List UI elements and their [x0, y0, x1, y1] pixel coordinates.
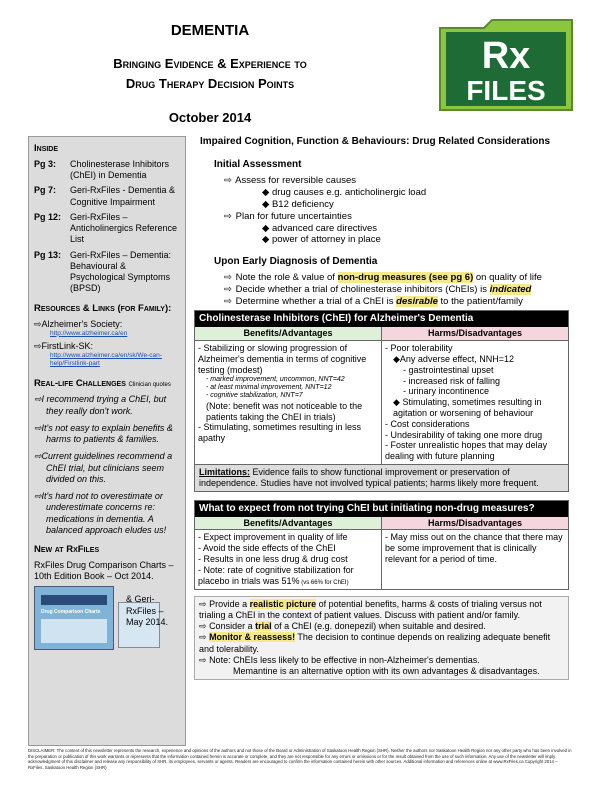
arrow-right-icon: ⇨ — [199, 598, 207, 609]
early-item: ⇨ Decide whether a trial of cholinesterase inhibitors (ChEIs) is indicated — [224, 283, 532, 295]
recommendation: ⇨ Provide a realistic picture of potential benefits, harms & costs of trialing versus not trialing a ChEI in the context of patient values. Discuss with patient and/or family. — [199, 598, 542, 620]
recommendation: ⇨ Consider a trial of a ChEI (e.g. donepezil) when suitable and desired. — [199, 621, 486, 632]
new-text: RxFiles Drug Comparison Charts – 10th Edition Book – Oct 2014. — [34, 559, 174, 582]
recommendation: ⇨ Note: ChEIs less likely to be effective in non-Alzheimer's dementias. — [199, 654, 480, 665]
arrow-right-icon: ⇨ — [34, 422, 42, 433]
chei-table — [194, 310, 569, 491]
inside-item[interactable]: Pg 3: Cholinesterase Inhibitors (ChEI) in Dementia — [34, 158, 170, 181]
plan-item: ⇨ Plan for future uncertainties — [224, 210, 352, 222]
bullet-icon: ◆ — [393, 353, 400, 364]
arrow-right-icon: ⇨ — [34, 451, 42, 462]
non-drug-table-title: What to expect from not trying ChEI but initiating non-drug measures? — [195, 501, 568, 517]
arrow-right-icon: ⇨ — [34, 394, 42, 405]
plan-bullet: ◆ power of attorney in place — [262, 234, 381, 246]
harms-header: Harms/Disadvantages — [382, 327, 568, 340]
arrow-right-icon: ⇨ — [34, 491, 42, 501]
book-title: Drug Comparison Charts — [41, 609, 101, 616]
initial-assessment-heading: Initial Assessment — [214, 158, 302, 170]
alzheimer-link[interactable]: http://www.alzheimer.ca/en — [50, 329, 128, 337]
chei-table-title: Cholinesterase Inhibitors (ChEI) for Alzheimer's Dementia — [195, 311, 568, 327]
plan-bullet: ◆ advanced care directives — [262, 222, 378, 234]
limitations-note: Limitations: Evidence fails to show functional improvement or preservation of independence. Studies have not involved typical patients; harms likely more frequent. — [195, 464, 568, 491]
early-diagnosis-heading: Upon Early Diagnosis of Dementia — [214, 256, 378, 268]
arrow-right-icon: ⇨ — [224, 295, 232, 307]
assess-bullet: ◆ drug causes e.g. anticholinergic load — [262, 186, 427, 198]
main-content — [194, 136, 569, 680]
subtitle-line-2: Drug Therapy Decision Points — [125, 76, 295, 91]
issue-date: October 2014 — [168, 110, 252, 125]
inside-item[interactable]: Pg 7: Geri-RxFiles - Dementia & Cognitive Impairment — [34, 185, 176, 207]
arrow-right-icon: ⇨ — [224, 175, 232, 186]
challenge-quote: ⇨Current guidelines recommend a ChEI trial, but clinicians seem divided on this. — [34, 451, 173, 484]
resource-alzheimer: ⇨Alzheimer's Society: — [34, 318, 123, 329]
arrow-right-icon: ⇨ — [224, 271, 232, 283]
arrow-right-icon: ⇨ — [34, 318, 42, 329]
recommendations-box — [194, 596, 569, 681]
bullet-icon: ◆ — [262, 186, 270, 198]
harms-header: Harms/Disadvantages — [382, 517, 568, 530]
arrow-right-icon: ⇨ — [199, 654, 207, 665]
disclaimer: DISCLAIMER: The content of this newsletter represents the research, experience and opinions of the authors and not those of the Board or Administration of Saskatoon Health Region (SHR). Neither the authors nor Saskatoon Health Region nor any other party who has been involved in the preparation or publication of this work warrants or represents that the information contained herein is accurate or complete, and they are not responsible for any errors or omissions or for the result obtained from the use of such information. Any use of the newsletter will imply acknowledgment of this disclaimer and release any responsibility of SHR, its employees, servants or agents. Readers are encouraged to confirm the information contained herein with other sources. Additional information and references online at www.RxFiles.ca Copyright 2014 – RxFiles, Saskatoon Health Region (SHR) — [28, 748, 572, 770]
challenge-quote: ⇨It's not easy to explain benefits & harms to patients & families. — [34, 422, 173, 444]
harms-cell: - Poor tolerability ◆Any adverse effect, NNH=12 - gastrointestinal upset - increased risk of falling - urinary incontinence ◆ Stimulating, sometimes resulting in agitation or worsening of behaviour - Cost considerations - Undesirability of taking one more drug - Foster unrealistic hopes that may delay dealing with future planning — [385, 343, 548, 462]
assess-item: ⇨ Assess for reversible causes — [224, 175, 357, 186]
subtitle-line-1: Bringing Evidence & Experience to — [113, 56, 307, 71]
new-heading: New at RxFiles — [34, 544, 100, 555]
harms-cell: - May miss out on the chance that there may be some improvement that is clinically relevant for a period of time. — [385, 532, 563, 564]
arrow-right-icon: ⇨ — [34, 340, 42, 351]
sidebar — [28, 136, 186, 746]
recommendation: Memantine is an alternative option with its own advantages & disadvantages. — [233, 666, 540, 677]
early-item: ⇨ Note the role & value of non-drug measures (see pg 6) on quality of life — [224, 271, 542, 283]
recommendation: ⇨ Monitor & reassess! The decision to continue depends on realizing adequate benefit and tolerability. — [199, 632, 551, 654]
logo-text-files: FILES — [466, 75, 546, 106]
benefits-cell: - Expect improvement in quality of life - Avoid the side effects of the ChEI - Results in one less drug & drug cost - Note: rate of cognitive stabilization for placebo in trials was 51% (vs 66% for ChEI) — [195, 530, 382, 588]
challenge-quote: ⇨I recommend trying a ChEI, but they really don't work. — [34, 394, 167, 416]
assess-bullet: ◆ B12 deficiency — [262, 198, 334, 210]
benefits-header: Benefits/Advantages — [195, 327, 382, 340]
early-item: ⇨ Determine whether a trial of a ChEI is desirable to the patient/family — [224, 295, 523, 307]
inside-item[interactable]: Pg 13: Geri-RxFiles – Dementia: Behavioural & Psychological Symptoms (BPSD) — [34, 249, 172, 294]
arrow-right-icon: ⇨ — [224, 283, 232, 295]
non-drug-table — [194, 500, 569, 590]
resource-firstlink: ⇨FirstLink-SK: — [34, 340, 94, 351]
arrow-right-icon: ⇨ — [224, 210, 232, 222]
resources-heading: Resources & Links (for Family): — [34, 302, 172, 314]
logo-text-rx: Rx — [481, 35, 531, 77]
page-title: DEMENTIA — [170, 22, 250, 39]
bullet-icon: ◆ — [262, 234, 270, 246]
arrow-right-icon: ⇨ — [199, 621, 207, 632]
rxfiles-logo — [432, 16, 582, 116]
arrow-right-icon: ⇨ — [199, 632, 207, 643]
benefits-header: Benefits/Advantages — [195, 517, 382, 530]
inside-item[interactable]: Pg 12: Geri-RxFiles – Anticholinergics Reference List — [34, 211, 178, 245]
bullet-icon: ◆ — [262, 198, 270, 210]
bullet-icon: ◆ — [393, 397, 400, 408]
firstlink-link[interactable]: http://www.alzheimer.ca/en/sk/We-can-help/Firstlink-part — [50, 352, 162, 368]
geri-text: & Geri-RxFiles – May 2014. — [126, 594, 169, 627]
book-cover-image — [34, 586, 114, 650]
bullet-icon: ◆ — [262, 222, 270, 234]
main-heading: Impaired Cognition, Function & Behaviours: Drug Related Considerations — [200, 136, 551, 147]
challenge-quote: ⇨It's hard not to overestimate or underestimate concerns re: medications in dementia. A balanced approach eludes us! — [34, 491, 167, 535]
inside-heading: Inside — [34, 143, 59, 154]
challenges-heading: Real-life Challenges Clinician quotes — [34, 378, 171, 390]
benefits-cell: - Stabilizing or slowing progression of Alzheimer's dementia in terms of cognitive testing (modest) - marked improvement, uncommon, NNT=42 - at least minimal improvement, NNT=12 - cognitive stabilization, NNT=7 (Note: benefit was not noticeable to the patients taking the ChEI in trials) - Stimulating, sometimes resulting in less apathy — [195, 341, 382, 464]
